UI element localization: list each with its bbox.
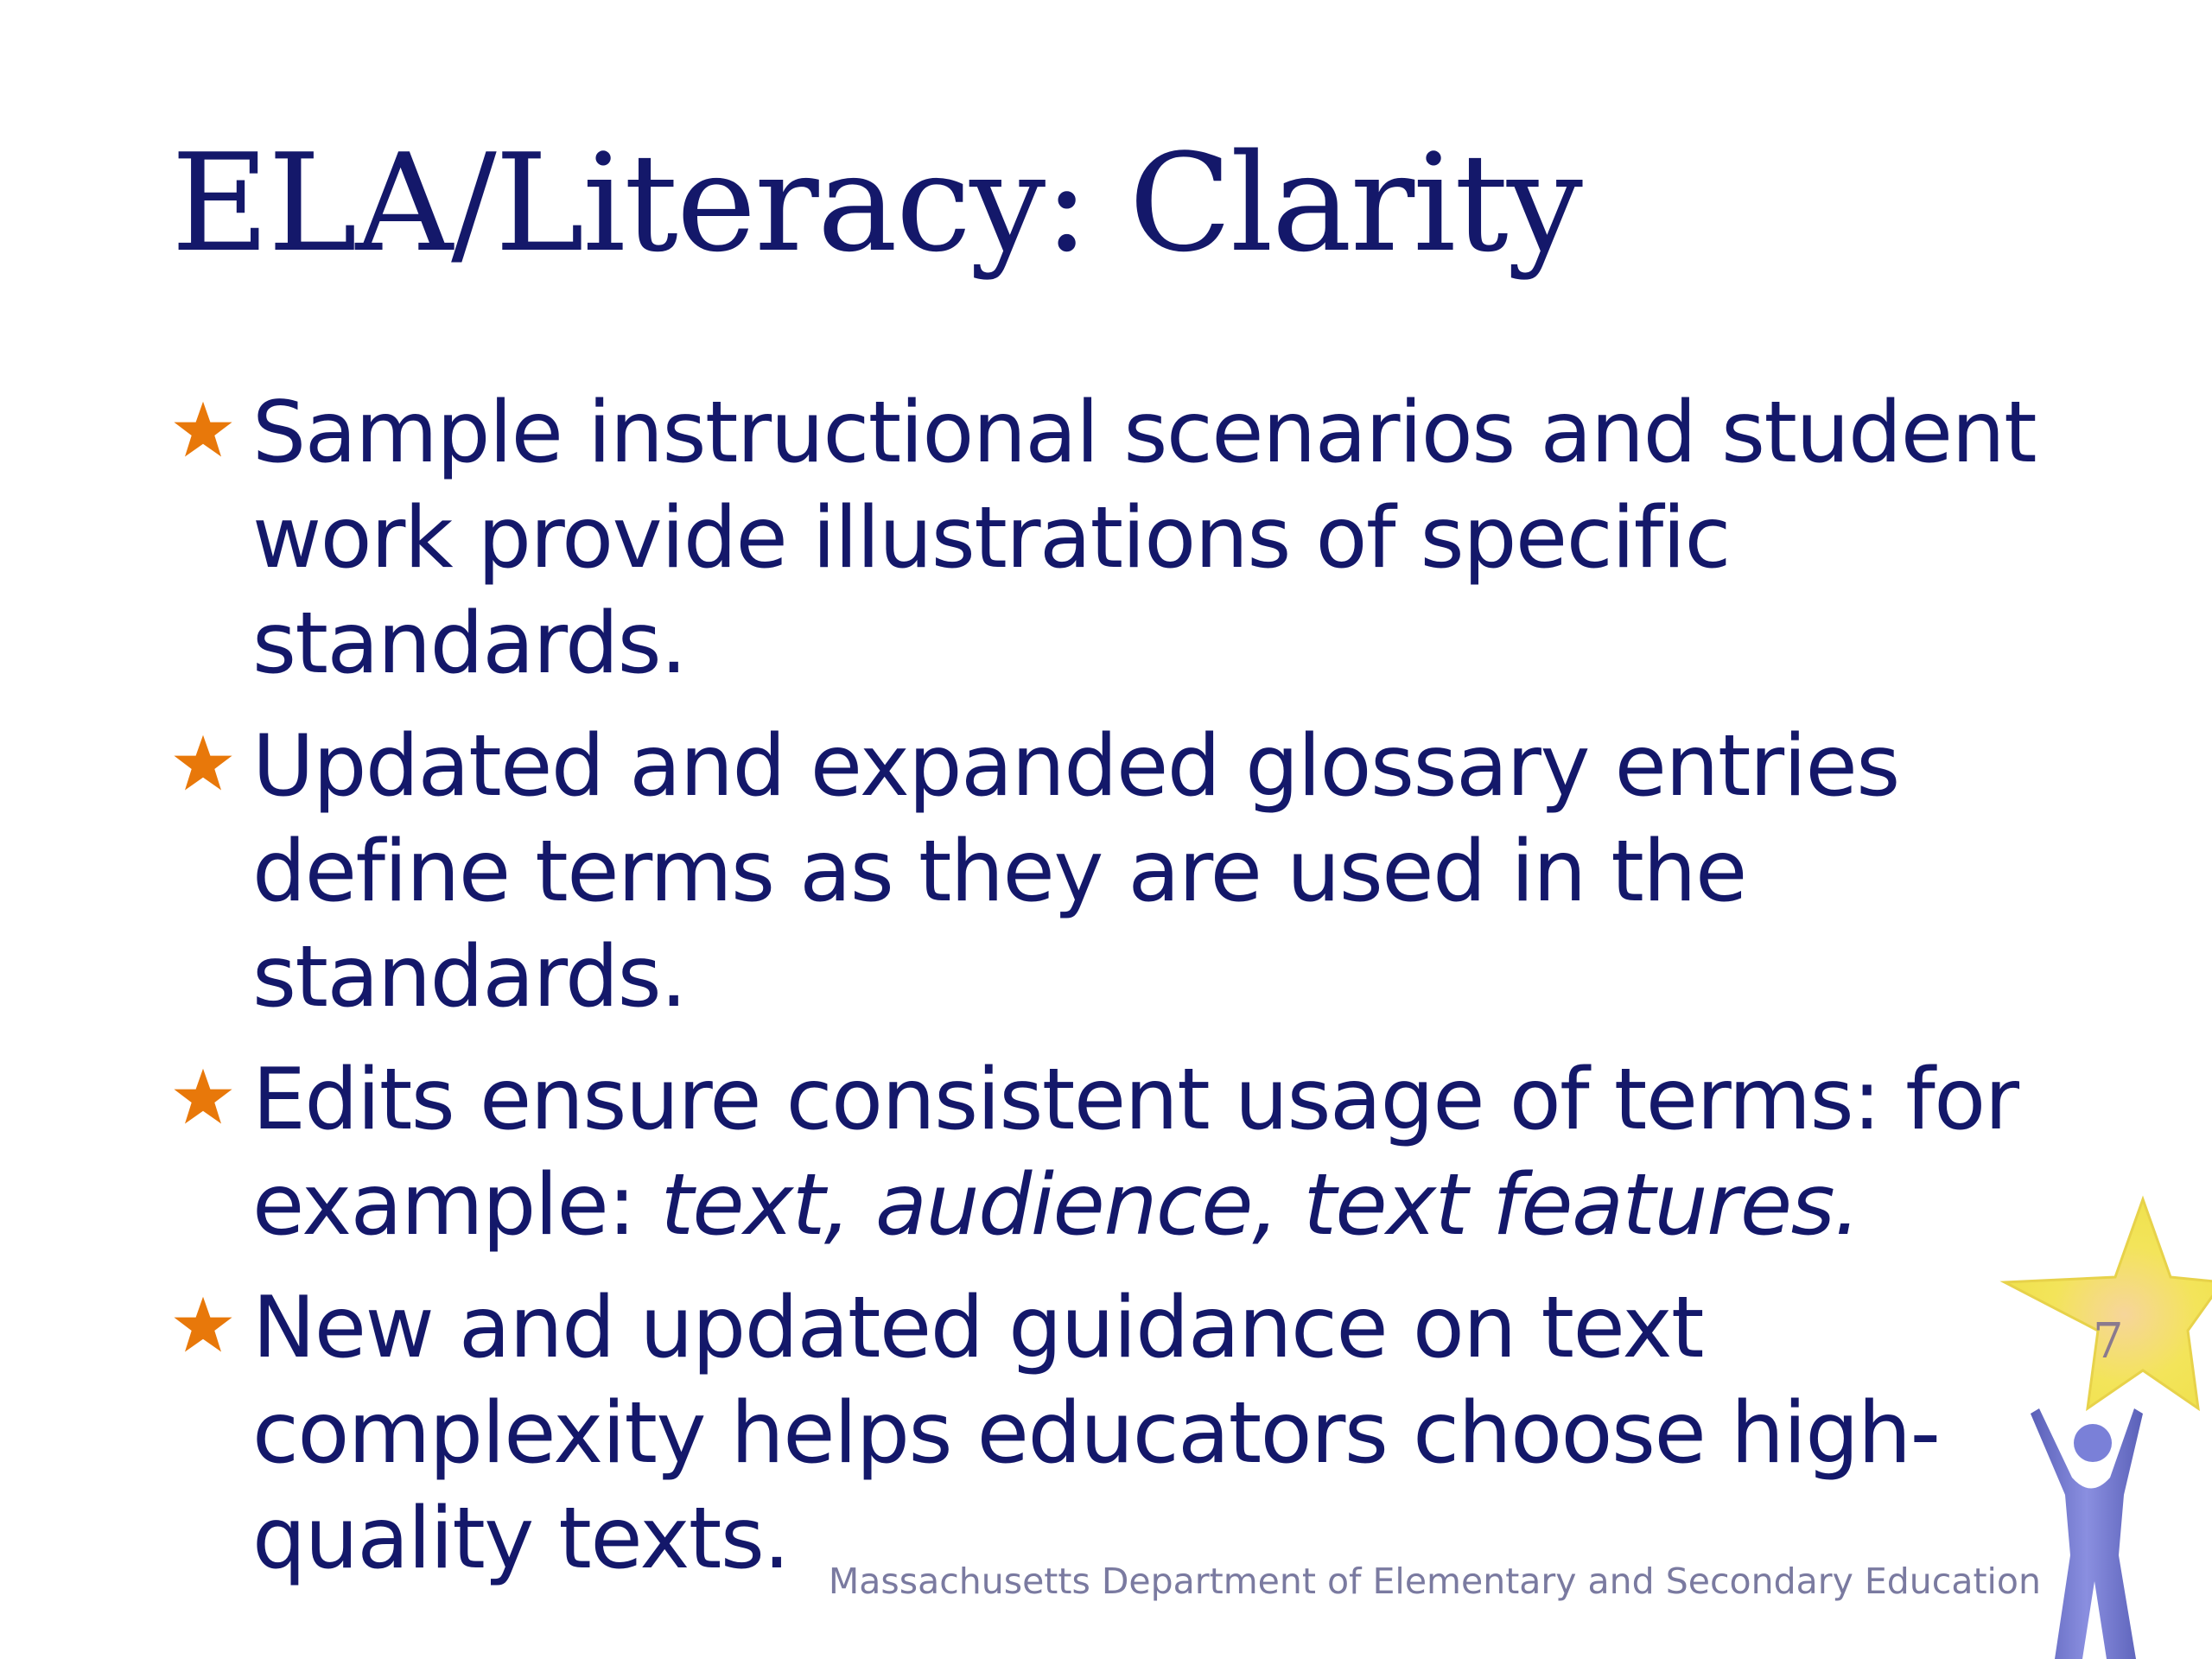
bullet-list bbox=[173, 380, 2126, 1609]
bullet-item bbox=[173, 380, 2126, 696]
footer-text: Massachusetts Department of Elementary and Secondary Education bbox=[828, 1560, 2041, 1602]
bullet-star-icon bbox=[173, 1294, 233, 1355]
page-number: 7 bbox=[2093, 1313, 2124, 1370]
bullet-item bbox=[173, 714, 2126, 1030]
bullet-item bbox=[173, 1047, 2126, 1258]
slide-title: ELA/Literacy: Clarity bbox=[171, 124, 1581, 282]
bullet-star-icon bbox=[173, 1066, 233, 1127]
bullet-emphasis-text: text, audience, text features. bbox=[660, 1156, 1859, 1255]
bullet-text: Edits ensure consistent usage of terms: for example: bbox=[252, 1051, 2018, 1255]
bullet-star-icon bbox=[173, 733, 233, 793]
bullet-text: New and updated guidance on text complexity helps educators choose high-quality texts. bbox=[252, 1279, 1940, 1588]
bullet-text: Sample instructional scenarios and student work provide illustrations of specific standards. bbox=[252, 384, 2037, 693]
bullet-star-icon bbox=[173, 399, 233, 460]
bullet-item bbox=[173, 1275, 2126, 1592]
bullet-text: Updated and expanded glossary entries define terms as they are used in the standards. bbox=[252, 717, 1899, 1027]
